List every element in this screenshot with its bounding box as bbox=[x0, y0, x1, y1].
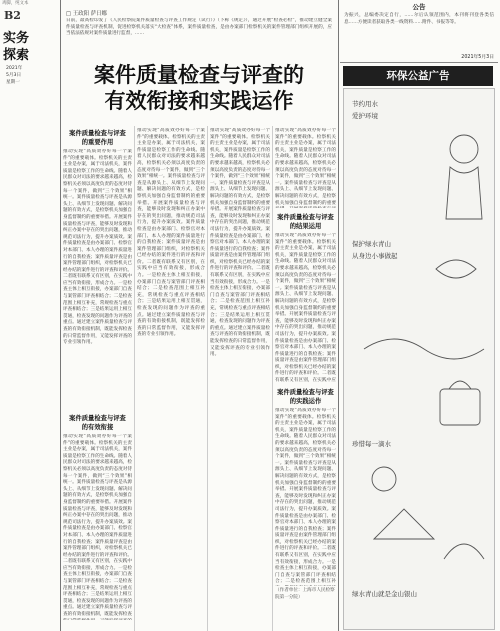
headline-line-1: 案件质量检查与评查的 bbox=[94, 62, 304, 87]
notice-heading: 公告 bbox=[412, 3, 426, 11]
banner-text-5: 珍惜每一滴水 bbox=[352, 440, 391, 448]
section-heading-2: 案件质量检查与评查 的有效衔接 bbox=[69, 415, 126, 431]
issue-date-day: 5月3日 bbox=[6, 73, 22, 78]
bucket-icon bbox=[440, 389, 480, 425]
issue-date-year: 2021年 bbox=[6, 66, 23, 71]
banner-panel bbox=[343, 88, 495, 630]
lead-paragraph: 日前，最高检印发了《人民检察院案件质量检查与评查工作规定（试行）》（下称《规定》），通过开展“检查必检”，推动建立健全案件质量检查与评查机制，促进检察机关落实“大检查”体系，案件质量检查，是由办案部门检察机关的案件管理部门组织开展的，应当依法依规对案件质量进行监督，…… bbox=[66, 18, 332, 37]
page-number: B2 bbox=[4, 9, 21, 22]
section-name-2: 探索 bbox=[3, 48, 30, 63]
col-1-text-b: 推动实现“高质效办好每一个案件”的重要载体。检察机关的主责主业是办案，属于司法机关，案件质量是检察工作的生命线。随着人民群众对司法的要求越来越高，检察机关必须以高度负责的态度对待每一个案件，做到“三个效果”相统一。案件质量检查与评查是从源头上、从细节上发现问题、解决问题的有效方式，是检察机关加强自身监督制约的重要举措。开展案件质量检查与评查，能够及时发现和纠正办案中存在的突出问题，推动规范司法行为，提升办案质效。案件质量检查是由办案部门、检察官对本部门、本人办理的案件质量进行的自我检查；案件质量评查是由案件管理部门组织，对检察机关已经办结的案件进行的评查和评价。二者既有联系又有区别，在实践中应当有效衔接，形成合力。一是检查主体上相互衔接，办案部门自查与案管部门评查相结合；二是检查范围上相互补充，常规检查与重点评查相结合；三是结果运用上相互贯通，检查发现的问题作为评查的重点。通过建立案件质量检查与评查的有效衔接机制，既能发挥检查 bbox=[63, 434, 132, 618]
col-4 bbox=[275, 128, 336, 628]
banner-text-6: 绿水青山就是金山银山 bbox=[352, 590, 417, 598]
figure-head-icon bbox=[450, 135, 478, 163]
col-1-text-a: 推动实现“高质效办好每一个案件”的重要载体。检察机关的主责主业是办案，属于司法机关，案件质量是检察工作的生命线。随着人民群众对司法的要求越来越高，检察机关必须以高度负责的态度对待每一个案件，做到“三个效果”相统一。案件质量检查与评查是从源头上、从细节上发现问题、解决问题的有效方式，是检察机关加强自身监督制约的重要举措。开展案件质量检查与评查，能够及时发现和纠正办案中存在的突出问题，推动规范司法行为，提升办案质效。案件质量检查是由办案部门、检察官对本部门、本人办理的案件质量进行的自我检查；案件质量评查是由案件管理部门组织，对检察机关已经办结的案件进行的评查和评价。二者既有联系又有区别，在实践中应当有效衔接，形成合力。一是检查主体上相互衔接，办案部门自查与案管部门评查相结合；二是检查范围上相互补充，常规检查与重点评查相结合；三是结果运用上相互贯通，检查发现的问题作为评查的重点。通过建立案件质量检查与评查的有效衔接机制，既能发挥检查的日常监督作用，又能发挥评查的专业引领作用。 bbox=[63, 149, 132, 346]
col-4-text-b: 推动实现“高质效办好每一个案件”的重要载体。检察机关的主责主业是办案，属于司法机关，案件质量是检察工作的生命线。随着人民群众对司法的要求越来越高，检察机关必须以高度负责的态度对待每一个案件，做到“三个效果”相统一。案件质量检查与评查是从源头上、从细节上发现问题、解决问题的有效方式，是检察机关加强自身监督制约的重要举措。开展案件质量检查与评查，能够及时发现和纠正办案中存在的突出问题，推动规范司法行为，提升办案质效。案件质量检查是由办案部门、检察官对本部门、本人办理的案件质量进行的自我检查；案件质量评查是由案件管理部门组织，对检察机关已经办结的案件进行的评查和评价。二者既有联系又有区别，在实践中应 bbox=[275, 233, 336, 383]
rule-col-2 bbox=[207, 126, 208, 631]
browser-note: 鸡脚，纯文本 bbox=[2, 1, 29, 6]
col-4-text-a: 推动实现“高质效办好每一个案件”的重要载体。检察机关的主责主业是办案，属于司法机关，案件质量是检察工作的生命线。随着人民群众对司法的要求越来越高，检察机关必须以高度负责的态度对待每一个案件，做到“三个效果”相统一。案件质量检查与评查是从源头上、从细节上发现问题、解决问题的有效方式，是检察机关加强自身监督制约的重要 bbox=[275, 128, 336, 206]
section-heading-3: 案件质量检查与评查 的结果运用 bbox=[277, 214, 334, 230]
banner-sketch bbox=[344, 89, 494, 629]
col-4-text-c: 推动实现“高质效办好每一个案件”的重要载体。检察机关的主责主业是办案，属于司法机关，案件质量是检察工作的生命线。随着人民群众对司法的要求越来越高，检察机关必须以高度负责的态度对待每一个案件，做到“三个效果”相统一。案件质量检查与评查是从源头上、从细节上发现问题、解决问题的有效方式，是检察机关加强自身监督制约的重要举措。开展案件质量检查与评查，能够及时发现和纠正办案中存在的突出问题，推动规范司法行为，提升办案质效。案件质量检查是由办案部门、检察官对本部门、本人办理的案件质量进行的自我检查；案件质量评查是由案件管理部门组织，对检察机关已经办结的案件进行的评查和评价。二者既有联系又有区别，在实践中应当有效衔接，形成合力。一是检查主体上相互衔接，办案部门自查与案管部门评查相结合；二是检查范围上相互补 bbox=[275, 408, 336, 585]
editor-line: □ 王政阳 萨日娜 bbox=[66, 11, 107, 17]
author-signature: （作者单位：上海市人民检察院第一分院） bbox=[275, 588, 335, 600]
banner-text-3: 保护绿水青山 bbox=[352, 240, 391, 248]
banner-text-1: 节约用水 bbox=[352, 100, 378, 108]
rule-left bbox=[60, 0, 61, 631]
rule-col-3 bbox=[272, 126, 273, 631]
section-name-1: 实务 bbox=[3, 31, 30, 46]
banner-text-4: 从身边小事做起 bbox=[352, 252, 398, 260]
mountain-icon bbox=[374, 509, 434, 539]
col-3-text: 推动实现“高质效办好每一个案件”的重要载体。检察机关的主责主业是办案，属于司法机关，案件质量是检察工作的生命线。随着人民群众对司法的要求越来越高，检察机关必须以高度负责的态度对待每一个案件，做到“三个效果”相统一。案件质量检查与评查是从源头上、从细节上发现问题、解决问题的有效方式，是检察机关加强自身监督制约的重要举措。开展案件质量检查与评查，能够及时发现和纠正办案中存在的突出问题，推动规范司法行为，提升办案质效。案件质量检查是由办案部门、检察官对本部门、本人办理的案件质量进行的自我检查；案件质量评查是由案件管理部门组织，对检察机关已经办结的案件进行的评查和评价。二者既有联系又有区别，在实践中应当有效衔接，形成合力。一是检查主体上相互衔接，办案部门自查与案管部门评查相结合；二是检查范围上相互补充，常规检查与重点评查相结合；三是结果运用上相互贯通，检查发现的问题作为评查的重点。通过建立案件质量检查与评查的有效衔接机制，既能发挥检查的日常监督作用，又能发挥评查的专业引领作用。 bbox=[210, 128, 270, 358]
col-2-text: 推动实现“高质效办好每一个案件”的重要载体。检察机关的主责主业是办案，属于司法机关，案件质量是检察工作的生命线。随着人民群众对司法的要求越来越高，检察机关必须以高度负责的态度对待每一个案件，做到“三个效果”相统一。案件质量检查与评查是从源头上、从细节上发现问题、解决问题的有效方式，是检察机关加强自身监督制约的重要举措。开展案件质量检查与评查，能够及时发现和纠正办案中存在的突出问题，推动规范司法行为，提升办案质效。案件质量检查是由办案部门、检察官对本部门、本人办理的案件质量进行的自我检查；案件质量评查是由案件管理部门组织，对检察机关已经办结的案件进行的评查和评价。二者既有联系又有区别，在实践中应当有效衔接，形成合力。一是检查主体上相互衔接，办案部门自查与案管部门评查相结合；二是检查范围上相互补充，常规检查与重点评查相结合；三是结果运用上相互贯通，检查发现的问题作为评查的重点。通过建立案件质量检查与评查的有效衔接机制，既能发挥检查的日常监督作用，又能发挥评查的专业引领作用。 bbox=[137, 128, 205, 338]
banner-text-2: 爱护环境 bbox=[352, 112, 378, 120]
headline-line-2: 有效衔接和实践运作 bbox=[104, 88, 294, 113]
issue-date-weekday: 星期一 bbox=[6, 80, 20, 85]
section-heading-4: 案件质量检查与评查 的实践运作 bbox=[277, 389, 334, 405]
notice-date: 2021年5月3日 bbox=[461, 55, 494, 60]
figure-body-icon bbox=[446, 167, 482, 219]
wave-icon bbox=[364, 339, 484, 359]
headline bbox=[60, 62, 338, 114]
notice-body: 为振兴，总编委决定自行，……尔后认领范围内，本刊将刊登各类信息……方便读者获取各类一线资料……附件、书报等等。 bbox=[344, 13, 494, 25]
rule-col-1 bbox=[134, 126, 135, 631]
section-heading-1: 案件质量检查与评查 的重要作用 bbox=[69, 130, 126, 146]
col-1 bbox=[63, 128, 132, 628]
notice-box bbox=[340, 0, 498, 63]
banner-title: 环保公益广告 bbox=[343, 66, 493, 86]
drop-icon bbox=[372, 467, 396, 491]
leaf-icon bbox=[436, 260, 476, 278]
rule-right bbox=[338, 0, 339, 631]
